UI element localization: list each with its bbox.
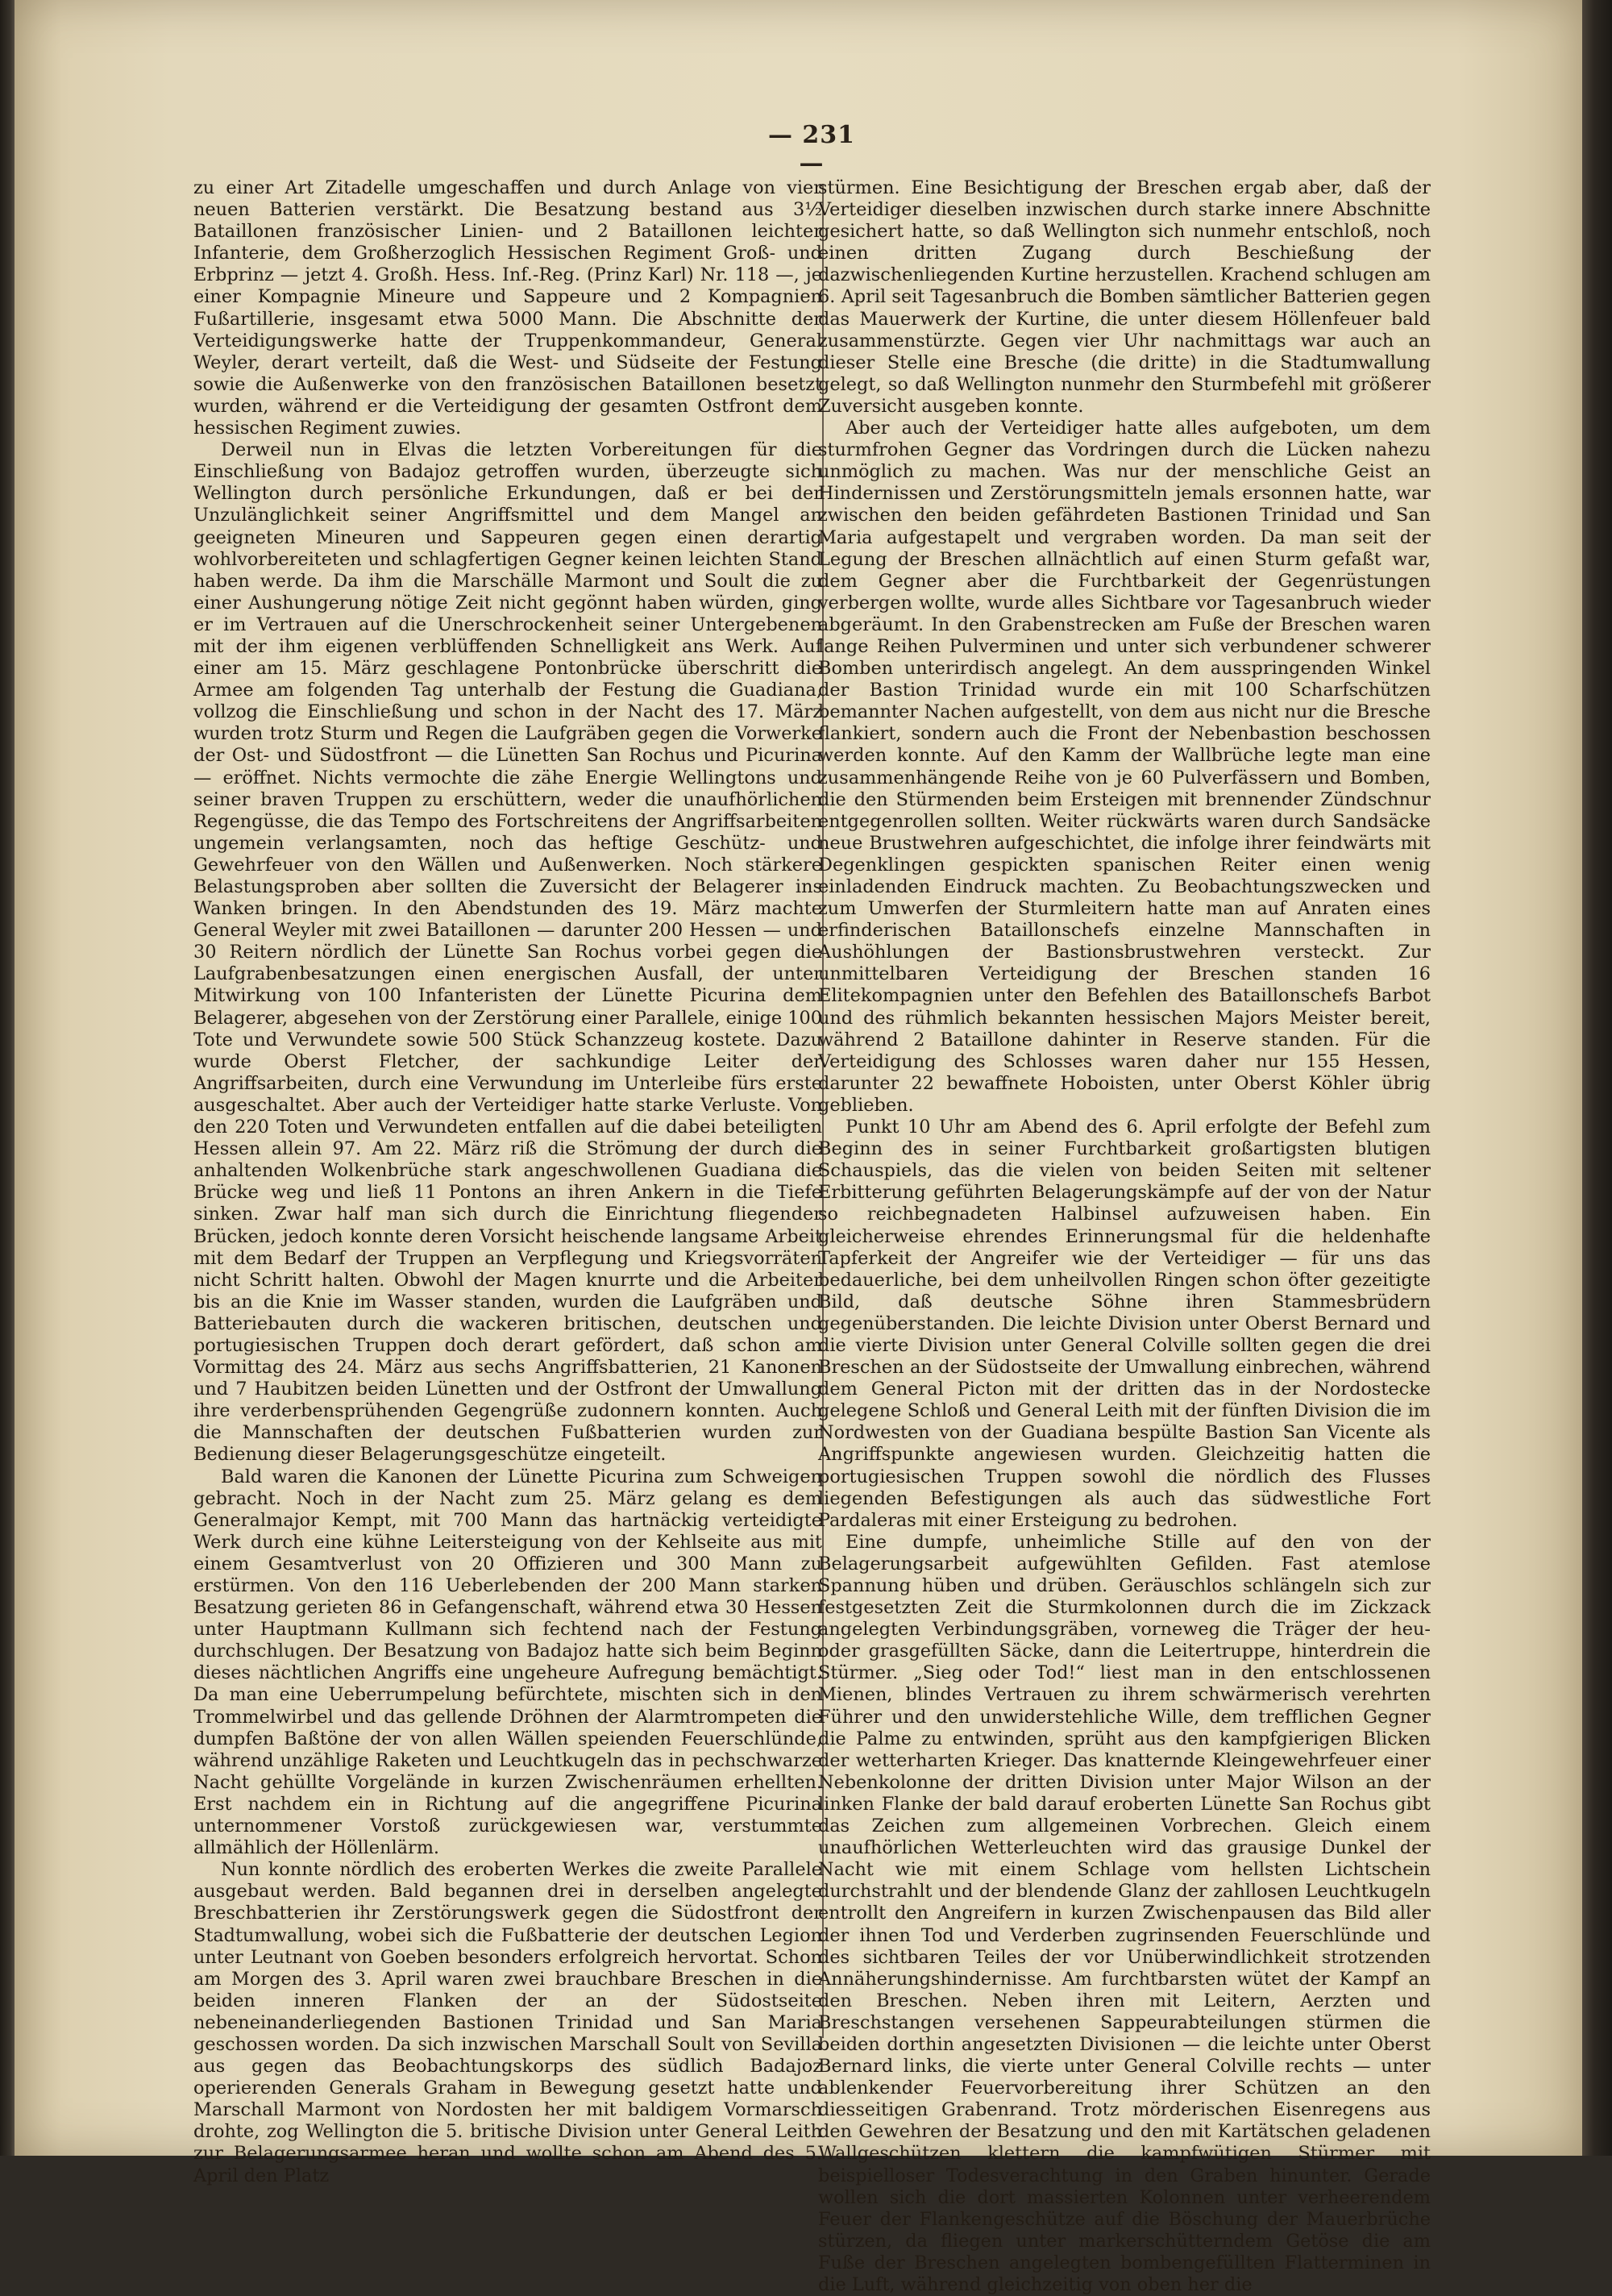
left-text-column <box>193 177 822 2187</box>
paragraph: zu einer Art Zitadelle umgeschaffen und durch Anlage von vier neuen Batterien verstärkt. Die Besatzung bestand aus 3½ Bataillonen französischer Linien- und 2 Bataillonen leichter Infanterie, dem Großherzoglich Hessischen Regiment Groß- und Erbprinz — jetzt 4. Großh. Hess. Inf.-Reg. (Prinz Karl) Nr. 118 —, je einer Kompagnie Mineure und Sappeure und 2 Kompagnien Fußartillerie, insgesamt etwa 5000 Mann. Die Abschnitte der Verteidigungswerke hatte der Truppenkommandeur, General Weyler, derart verteilt, daß die West- und Südseite der Festung sowie die Außenwerke von den französischen Bataillonen besetzt wurden, während er die Verteidigung der gesamten Ostfront dem hessischen Regiment zuwies. <box>193 177 822 439</box>
paragraph: Punkt 10 Uhr am Abend des 6. April erfolgte der Befehl zum Beginn des in seiner Furchtbarkeit großartigsten blutigen Schauspiels, das die vielen von beiden Seiten mit seltener Erbitterung geführten Belagerungskämpfe auf der von der Natur so reichbegnadeten Halbinsel aufzuweisen haben. Ein gleicherweise ehrendes Erinnerungsmal für die heldenhafte Tapferkeit der Angreifer wie der Verteidiger — für uns das bedauerliche, bei dem unheilvollen Ringen schon öfter gezeitigte Bild, daß deutsche Söhne ihren Stammesbrüdern gegenüberstanden. Die leichte Division unter Oberst Bernard und die vierte Division unter General Colville sollten gegen die drei Breschen an der Südostseite der Umwallung einbrechen, während dem General Picton mit der dritten das in der Nordostecke gelegene Schloß und General Leith mit der fünften Division die im Nordwesten von der Guadiana bespülte Bastion San Vicente als Angriffspunkte angewiesen wurden. Gleichzeitig hatten die portugiesischen Truppen sowohl die nördlich des Flusses liegenden Befestigungen als auch das südwestliche Fort Pardaleras mit einer Ersteigung zu bedrohen. <box>818 1117 1431 1531</box>
paragraph: Derweil nun in Elvas die letzten Vorbereitungen für die Einschließung von Badajoz getroffen wurden, überzeugte sich Wellington durch persönliche Erkundungen, daß er bei der Unzulänglichkeit seiner Angriffsmittel und dem Mangel an geeigneten Mineuren und Sappeuren gegen einen derartig wohlvorbereiteten und schlagfertigen Gegner keinen leichten Stand haben werde. Da ihm die Marschälle Marmont und Soult die zu einer Aushungerung nötige Zeit nicht gegönnt haben würden, ging er im Vertrauen auf die Unerschrockenheit seiner Untergebenen mit der ihm eigenen verblüffenden Schnelligkeit ans Werk. Auf einer am 15. März geschlagene Pontonbrücke überschritt die Armee am folgenden Tag unterhalb der Festung die Guadiana, vollzog die Einschließung und schon in der Nacht des 17. März wurden trotz Sturm und Regen die Laufgräben gegen die Vorwerke der Ost- und Südostfront — die Lünetten San Rochus und Picurina — eröffnet. Nichts vermochte die zähe Energie Wellingtons und seiner braven Truppen zu erschüttern, weder die unaufhörlichen Regengüsse, die das Tempo des Fortschreitens der Angriffsarbeiten ungemein verlangsamten, noch das heftige Geschütz- und Gewehrfeuer von den Wällen und Außenwerken. Noch stärkere Belastungsproben aber sollten die Zuversicht der Belagerer ins Wanken bringen. In den Abendstunden des 19. März machte General Weyler mit zwei Bataillonen — darunter 200 Hessen — und 30 Reitern nördlich der Lünette San Rochus vorbei gegen die Laufgrabenbesatzungen einen energischen Ausfall, der unter Mitwirkung von 100 Infanteristen der Lünette Picurina dem Belagerer, abgesehen von der Zerstörung einer Parallele, einige 100 Tote und Verwundete sowie 500 Stück Schanzzeug kostete. Dazu wurde Oberst Fletcher, der sachkundige Leiter der Angriffsarbeiten, durch eine Verwundung im Unterleibe fürs erste ausgeschaltet. Aber auch der Verteidiger hatte starke Verluste. Von den 220 Toten und Verwundeten entfallen auf die dabei beteiligten Hessen allein 97. Am 22. März riß die Strömung der durch die anhaltenden Wolkenbrüche stark angeschwollenen Guadiana die Brücke weg und ließ 11 Pontons an ihren Ankern in die Tiefe sinken. Zwar half man sich durch die Einrichtung fliegender Brücken, jedoch konnte deren Vorsicht heischende langsame Arbeit mit dem Bedarf der Truppen an Verpflegung und Kriegsvorräten nicht Schritt halten. Obwohl der Magen knurrte und die Arbeiter bis an die Knie im Wasser standen, wurden die Laufgräben und Batteriebauten durch die wackeren britischen, deutschen und portugiesischen Truppen doch derart gefördert, daß schon am Vormittag des 24. März aus sechs Angriffsbatterien, 21 Kanonen und 7 Haubitzen beiden Lünetten und der Ostfront der Umwallung ihre verderbensprühenden Gegengrüße zudonnern konnten. Auch die Mannschaften der deutschen Fußbatterien wurden zur Bedienung dieser Belagerungsgeschütze eingeteilt. <box>193 439 823 1466</box>
paragraph: Bald waren die Kanonen der Lünette Picurina zum Schweigen gebracht. Noch in der Nacht zum 25. März gelang es dem Generalmajor Kempt, mit 700 Mann das hartnäckig verteidigte Werk durch eine kühne Leitersteigung von der Kehlseite aus mit einem Gesamtverlust von 20 Offizieren und 300 Mann zu erstürmen. Von den 116 Ueberlebenden der 200 Mann starken Besatzung gerieten 86 in Gefangenschaft, während etwa 30 Hessen unter Hauptmann Kullmann sich fechtend nach der Festung durchschlugen. Der Besatzung von Badajoz hatte sich beim Beginn dieses nächtlichen Angriffs eine ungeheure Aufregung bemächtigt. Da man eine Ueberrumpelung befürchtete, mischten sich in den Trommelwirbel und das gellende Dröhnen der Alarmtrompeten die dumpfen Baßtöne der von allen Wällen speienden Feuerschlünde, während unzählige Raketen und Leuchtkugeln das in pechschwarze Nacht gehüllte Vorgelände in kurzen Zwischenräumen erhellten. Erst nachdem ein in Richtung auf die angegriffene Picurina unternommener Vorstoß zurückgewiesen war, verstummte allmählich der Höllenlärm. <box>193 1466 822 1859</box>
paragraph: Aber auch der Verteidiger hatte alles aufgeboten, um dem sturmfrohen Gegner das Vordringen durch die Lücken nahezu unmöglich zu machen. Was nur der menschliche Geist an Hindernissen und Zerstörungsmitteln jemals ersonnen hatte, war zwischen den beiden gefährdeten Bastionen Trinidad und San Maria aufgestapelt und vergraben worden. Da man seit der Legung der Breschen allnächtlich auf einen Sturm gefaßt war, dem Gegner aber die Furchtbarkeit der Gegenrüstungen verbergen wollte, wurde alles Sichtbare vor Tagesanbruch wieder abgeräumt. In den Grabenstrecken am Fuße der Breschen waren lange Reihen Pulverminen und unter sich verbundener schwerer Bomben unterirdisch angelegt. An dem ausspringenden Winkel der Bastion Trinidad wurde ein mit 100 Scharfschützen bemannter Nachen aufgestellt, von dem aus nicht nur die Bresche flankiert, sondern auch die Front der Nebenbastion beschossen werden konnte. Auf den Kamm der Wallbrüche legte man eine zusammenhängende Reihe von je 60 Pulverfässern und Bomben, die den Stürmenden beim Ersteigen mit brennender Zündschnur entgegenrollen sollten. Weiter rückwärts waren durch Sandsäcke neue Brustwehren aufgeschichtet, die infolge ihrer feindwärts mit Degenklingen gespickten spanischen Reiter einen wenig einladenden Eindruck machten. Zu Beobachtungszwecken und zum Umwerfen der Sturmleitern hatte man auf Anraten eines erfinderischen Bataillonschefs einzelne Mannschaften in Aushöhlungen der Bastionsbrustwehren versteckt. Zur unmittelbaren Verteidigung der Breschen standen 16 Elitekompagnien unter den Befehlen des Bataillonschefs Barbot und des rühmlich bekannten hessischen Majors Meister bereit, während 2 Bataillone dahinter in Reserve standen. Für die Verteidigung des Schlosses waren daher nur 155 Hessen, darunter 22 bewaffnete Hoboisten, unter Oberst Köhler übrig geblieben. <box>818 418 1431 1116</box>
book-cover-board-edge <box>1582 0 1612 2156</box>
right-text-column <box>818 177 1431 2296</box>
paragraph: stürmen. Eine Besichtigung der Breschen ergab aber, daß der Verteidiger dieselben inzwischen durch starke innere Abschnitte gesichert hatte, so daß Wellington sich nunmehr entschloß, noch einen dritten Zugang durch Beschießung der dazwischenliegenden Kurtine herzustellen. Krachend schlugen am 6. April seit Tagesanbruch die Bomben sämtlicher Batterien gegen das Mauerwerk der Kurtine, die unter diesem Höllenfeuer bald zusammenstürzte. Gegen vier Uhr nachmittags war auch an dieser Stelle eine Bresche (die dritte) in die Stadtumwallung gelegt, so daß Wellington nunmehr den Sturmbefehl mit größerer Zuversicht ausgeben konnte. <box>818 177 1431 417</box>
page-number: — 231 — <box>767 121 856 177</box>
paragraph: Nun konnte nördlich des eroberten Werkes die zweite Parallele ausgebaut werden. Bald begannen drei in derselben angelegte Breschbatterien ihr Zerstörungswerk gegen die Südostfront der Stadtumwallung, wobei sich die Fußbatterie der deutschen Legion unter Leutnant von Goeben besonders erfolgreich hervortat. Schon am Morgen des 3. April waren zwei brauchbare Breschen in die beiden inneren Flanken der an der Südostseite nebeneinanderliegenden Bastionen Trinidad und San Maria geschossen worden. Da sich inzwischen Marschall Soult von Sevilla aus gegen das Beobachtungskorps des südlich Badajoz operierenden Generals Graham in Bewegung gesetzt hatte und Marschall Marmont von Nordosten her mit baldigem Vormarsch drohte, zog Wellington die 5. britische Division unter General Leith zur Belagerungsarmee heran und wollte schon am Abend des 5. April den Platz <box>193 1859 822 2186</box>
paragraph: Eine dumpfe, unheimliche Stille auf den von der Belagerungsarbeit aufgewühlten Gefilden. Fast atemlose Spannung hüben und drüben. Geräuschlos schlängeln sich zur festgesetzten Zeit die Sturmkolonnen durch die im Zickzack angelegten Verbindungsgräben, vorneweg die Träger der heu- oder grasgefüllten Säcke, dann die Leitertruppe, hinterdrein die Stürmer. „Sieg oder Tod!“ liest man in den entschlossenen Mienen, blindes Vertrauen zu ihrem schwärmerisch verehrten Führer und den unwiderstehliche Wille, dem trefflichen Gegner die Palme zu entwinden, sprüht aus den kampfgierigen Blicken der wetterharten Krieger. Das knatternde Kleingewehrfeuer einer Nebenkolonne der dritten Division unter Major Wilson an der linken Flanke der bald darauf eroberten Lünette San Rochus gibt das Zeichen zum allgemeinen Vorbrechen. Gleich einem unaufhörlichen Wetterleuchten wird das grausige Dunkel der Nacht wie mit einem Schlage vom hellsten Lichtschein durchstrahlt und der blendende Glanz der zahllosen Leuchtkugeln entrollt den Angreifern in kurzen Zwischenpausen das Bild aller der ihnen Tod und Verderben zugrinsenden Feuerschlünde und des sichtbaren Teiles der vor Unüberwindlichkeit strotzenden Annäherungshindernisse. Am furchtbarsten wütet der Kampf an den Breschen. Neben ihren mit Leitern, Aerzten und Breschstangen versehenen Sappeurabteilungen stürmen die beiden dorthin angesetzten Divisionen — die leichte unter Oberst Bernard links, die vierte unter General Colville rechts — unter ablenkender Feuervorbereitung ihrer Schützen an den diesseitigen Grabenrand. Trotz mörderischen Eisenregens aus den Gewehren der Besatzung und den mit Kartätschen geladenen Wallgeschützen klettern die kampfwütigen Stürmer mit beispielloser Todesverachtung in den Graben hinunter. Gerade wollen sich die dort massierten Kolonnen unter verheerendem Feuer der Flankengeschütze auf die Böschung der Mauerbrüche stürzen, da fliegen unter markerschütterndem Getöse die am Fuße der Breschen angelegten bombengefüllten Flatterminen in die Luft, während gleichzeitig von oben her die <box>818 1531 1431 2295</box>
